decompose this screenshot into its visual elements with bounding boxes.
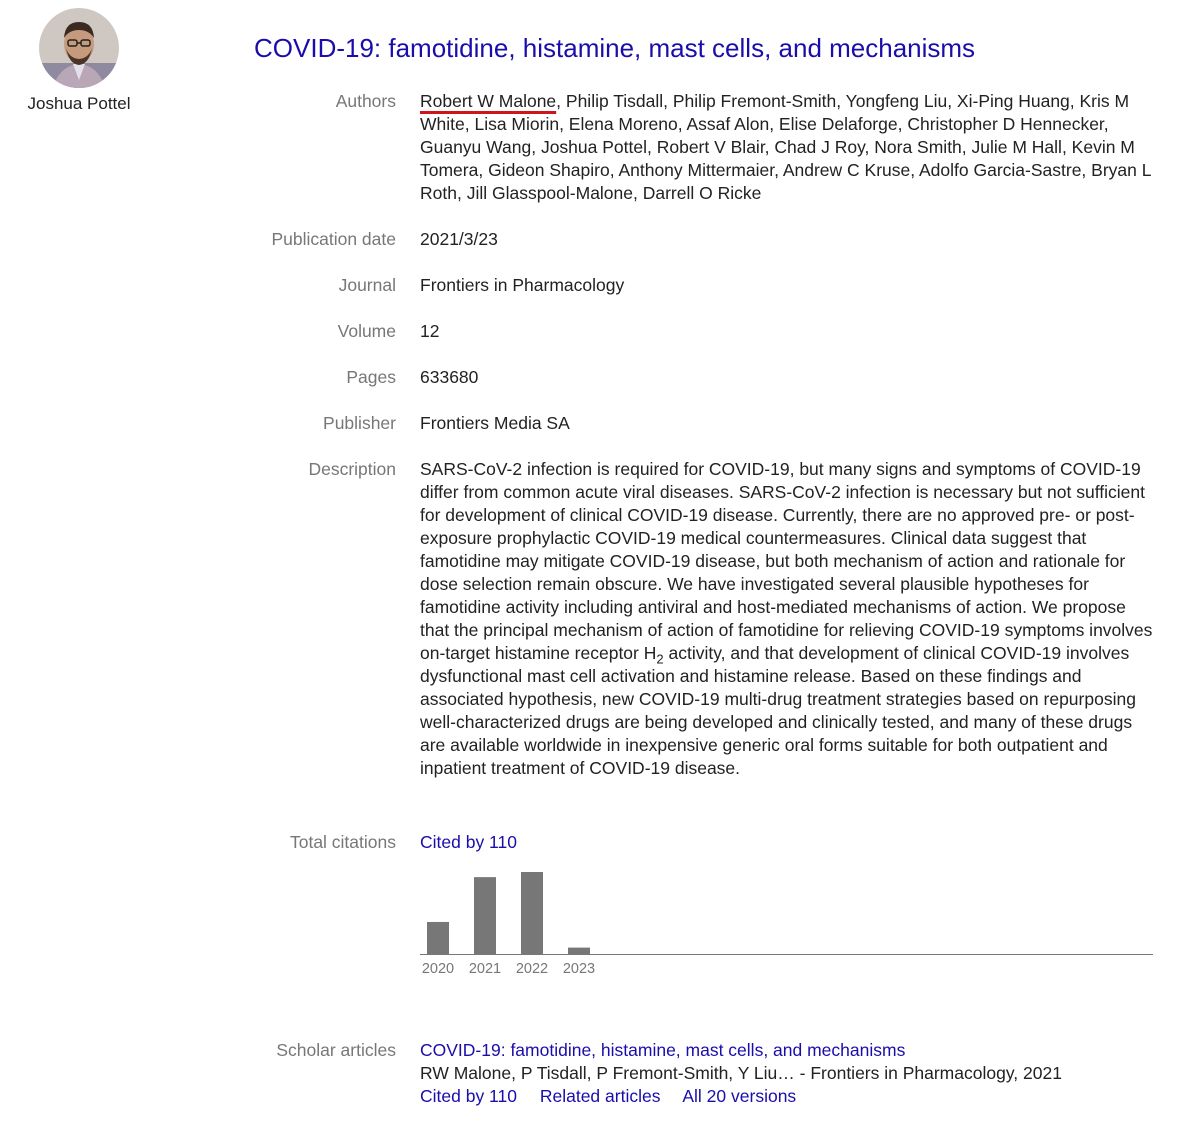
chart-tick-label-2023: 2023 <box>562 961 596 977</box>
all-versions-link[interactable]: All 20 versions <box>682 1086 797 1106</box>
description-text-1: SARS-CoV-2 infection is required for COVID-19, but many signs and symptoms of COVID-19 differ from common acute viral diseases. SARS-CoV-2 infection is necessary but not sufficient for development of clinical COVID-19 disease. Currently, there are no approved pre- or post-exposure prophylactic COVID-19 medical countermeasures. Clinical data suggest that famotidine may mitigate COVID-19 disease, but both mechanism of action and rationale for dose selection remain obscure. We have investigated several plausible hypotheses for famotidine activity including antiviral and host-mediated mechanisms of action. We propose that the principal mechanism of action of famotidine for relieving COVID-19 symptoms involves on-target histamine receptor H <box>420 459 1153 663</box>
related-articles-link[interactable]: Related articles <box>539 1086 661 1106</box>
description-text-2: activity, and that development of clinical COVID-19 involves dysfunctional mast cell activation and histamine release. Based on these findings and associated hypothesis, new COVID-19 multi-drug treatment strategies based on repurposing well-characterized drugs are being developed and clinically tested, and many of these drugs are available worldwide in inexpensive generic oral forms suitable for both outpatient and inpatient treatment of COVID-19 disease. <box>420 643 1136 778</box>
total-citations-label: Total citations <box>289 832 396 852</box>
scholar-articles-label: Scholar articles <box>276 1040 396 1060</box>
volume-value: 12 <box>420 321 440 341</box>
journal-label: Journal <box>338 275 396 295</box>
journal-value: Frontiers in Pharmacology <box>420 275 625 295</box>
description-subscript: 2 <box>656 651 664 667</box>
publisher-label: Publisher <box>323 413 396 433</box>
description-value <box>420 458 1155 780</box>
chart-tick-label-2020: 2020 <box>421 961 455 977</box>
scholar-cited-by-link[interactable]: Cited by 110 <box>420 1086 517 1106</box>
scholar-article-meta: RW Malone, P Tisdall, P Fremont-Smith, Y Liu… - Frontiers in Pharmacology, 2021 <box>420 1063 1062 1083</box>
article-title[interactable]: COVID-19: famotidine, histamine, mast cells, and mechanisms <box>254 33 976 63</box>
chart-bar-2022[interactable] <box>521 872 543 954</box>
authors-value <box>420 90 1155 205</box>
author-profile <box>0 8 158 114</box>
chart-tick-label-2022: 2022 <box>515 961 549 977</box>
scholar-articles-value <box>420 1039 1155 1108</box>
other-authors: , Philip Tisdall, Philip Fremont-Smith, Yongfeng Liu, Xi-Ping Huang, Kris M White, Lisa Miorin, Elena Moreno, Assaf Alon, Elise Delaforge, Christopher D Hennecker, Guanyu Wang, Joshua Pottel, Robert V Blair, Chad J Roy, Nora Smith, Julie M Hall, Kevin M Tomera, Gideon Shapiro, Anthony Mittermaier, Andrew C Kruse, Adolfo Garcia-Sastre, Bryan L Roth, Jill Glasspool-Malone, Darrell O Ricke <box>420 91 1151 203</box>
chart-tick-label-2021: 2021 <box>468 961 502 977</box>
description-label: Description <box>308 459 396 479</box>
publication-date-value: 2021/3/23 <box>420 229 498 249</box>
article-header <box>254 0 1154 65</box>
scholar-article-title-link[interactable]: COVID-19: famotidine, histamine, mast cells, and mechanisms <box>420 1040 906 1060</box>
chart-bar-2023[interactable] <box>568 948 590 954</box>
publisher-value: Frontiers Media SA <box>420 413 570 433</box>
authors-label: Authors <box>335 91 396 111</box>
chart-bar-2021[interactable] <box>474 877 496 954</box>
highlighted-author: Robert W Malone <box>420 91 557 111</box>
scholar-article-links <box>420 1085 1155 1108</box>
total-citations-value <box>420 831 1155 854</box>
citations-chart <box>420 864 1155 980</box>
volume-label: Volume <box>337 321 396 341</box>
profile-name[interactable]: Joshua Pottel <box>27 94 131 113</box>
pages-label: Pages <box>346 367 396 387</box>
publication-date-label: Publication date <box>271 229 396 249</box>
chart-bar-2020[interactable] <box>427 922 449 954</box>
avatar[interactable] <box>39 8 119 88</box>
cited-by-link[interactable]: Cited by 110 <box>420 832 517 852</box>
pages-value: 633680 <box>420 367 479 387</box>
